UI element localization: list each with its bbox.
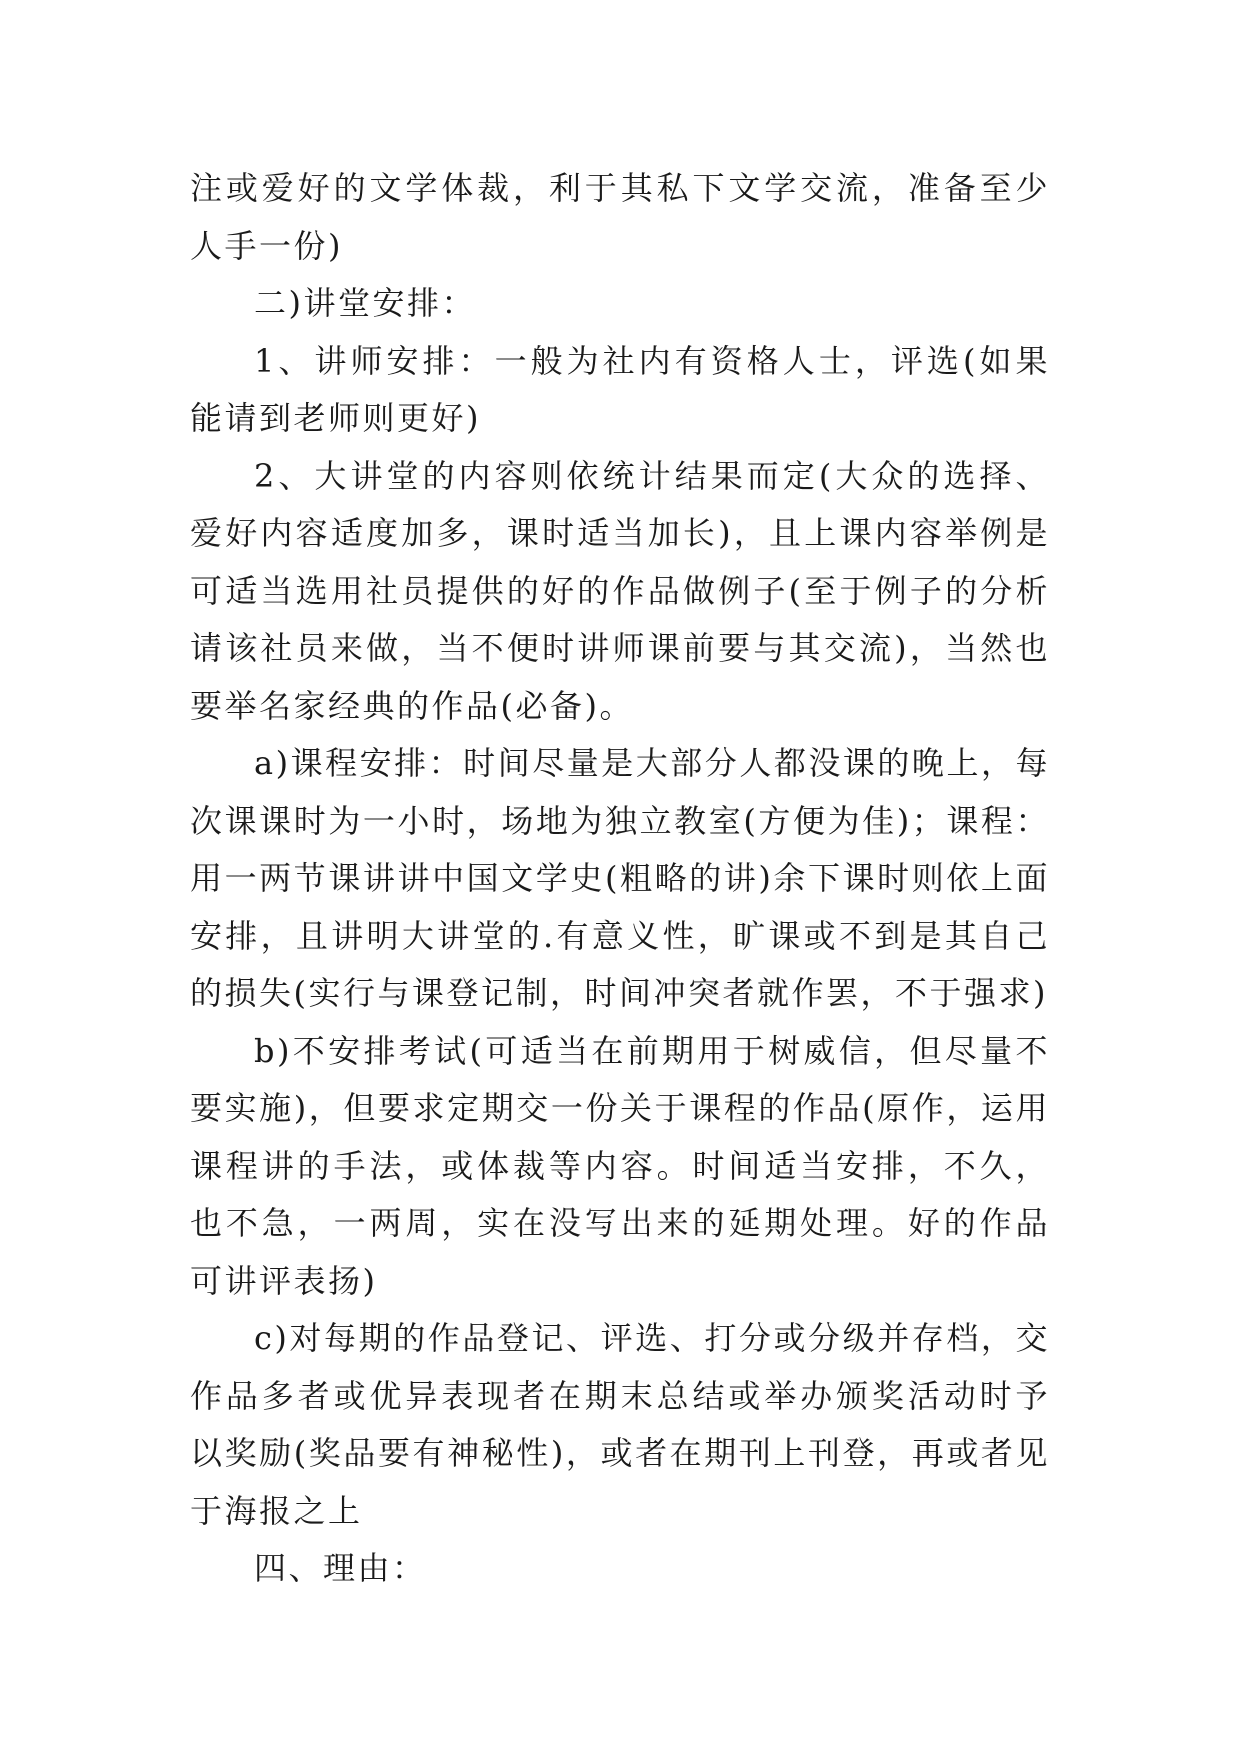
document-body (190, 160, 1050, 1598)
paragraph-lecturer-arrangement: 1、讲师安排：一般为社内有资格人士，评选(如果能请到老师则更好) (190, 341, 1050, 437)
paragraph-lecture-content: 2、大讲堂的内容则依统计结果而定(大众的选择、爱好内容适度加多，课时适当加长)，且上课内容举例是可适当选用社员提供的好的作品做例子(至于例子的分析请该社员来做，当不便时讲师课前要与其交流)，当然也要举名家经典的作品(必备)。 (190, 456, 1050, 725)
section-heading-lecture-arrangement: 二)讲堂安排： (254, 284, 476, 322)
paragraph-continuation: 注或爱好的文学体裁，利于其私下文学交流，准备至少人手一份) (190, 169, 1050, 265)
paragraph-work-registration: c)对每期的作品登记、评选、打分或分级并存档，交作品多者或优异表现者在期末总结或举办颁奖活动时予以奖励(奖品要有神秘性)，或者在期刊上刊登，再或者见于海报之上 (190, 1319, 1050, 1530)
paragraph-course-schedule: a)课程安排：时间尽量是大部分人都没课的晚上，每次课课时为一小时，场地为独立教室(方便为佳)；课程：用一两节课讲讲中国文学史(粗略的讲)余下课时则依上面安排，且讲明大讲堂的.有意义性，旷课或不到是其自己的损失(实行与课登记制，时间冲突者就作罢，不于强求) (190, 744, 1050, 1012)
section-heading-reasons: 四、理由： (254, 1549, 427, 1587)
paragraph-no-exams: b)不安排考试(可适当在前期用于树威信，但尽量不要实施)，但要求定期交一份关于课程的作品(原作，运用课程讲的手法，或体裁等内容。时间适当安排，不久，也不急，一两周，实在没写出来的延期处理。好的作品可讲评表扬) (190, 1031, 1050, 1300)
